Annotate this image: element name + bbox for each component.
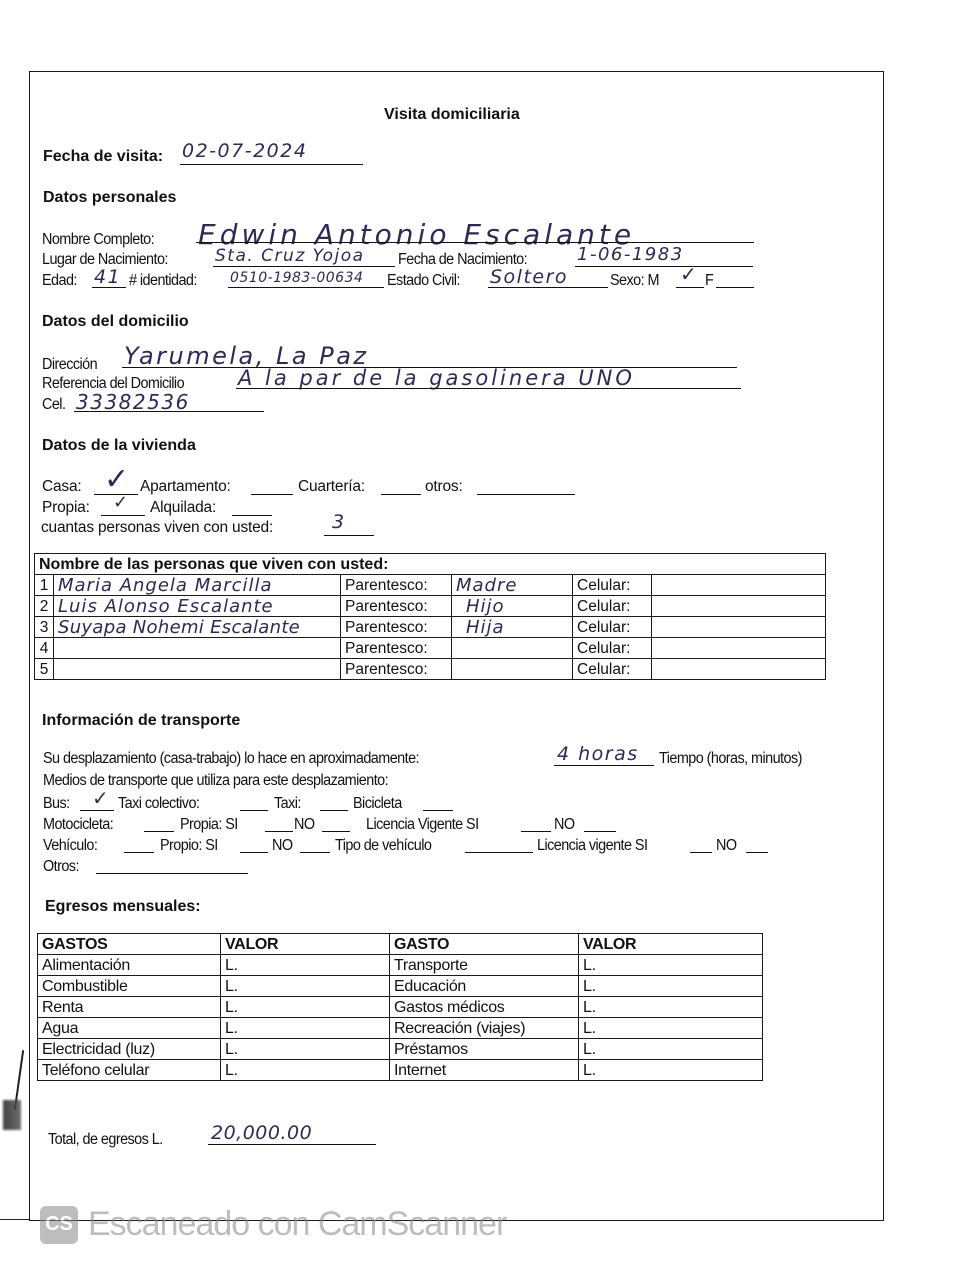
- expenses-table: [37, 933, 763, 1081]
- member-name[interactable]: Suyapa Nohemi Escalante: [54, 617, 341, 638]
- taxi-colectivo-label: Taxi colectivo:: [118, 795, 200, 812]
- vehiculo-licencia-no-line[interactable]: [746, 852, 768, 853]
- expense-value[interactable]: L.: [579, 1060, 763, 1081]
- row-number: 1: [35, 575, 54, 596]
- expense-name: Teléfono celular: [38, 1060, 221, 1081]
- household-members-table: [34, 553, 826, 680]
- birthplace-line: [213, 266, 395, 267]
- visit-date-line: [180, 164, 363, 165]
- moto-line[interactable]: [144, 831, 174, 832]
- casa-label: Casa:: [42, 478, 82, 495]
- celular-label: Celular:: [573, 575, 652, 596]
- transport-otros-line[interactable]: [96, 873, 248, 874]
- scan-edge-line: [0, 1219, 30, 1220]
- camscanner-logo-icon: CS: [40, 1206, 78, 1244]
- expense-value[interactable]: L.: [579, 1039, 763, 1060]
- vehiculo-licencia-label: Licencia vigente SI: [537, 837, 648, 854]
- address-value[interactable]: Yarumela, La Paz: [124, 342, 369, 370]
- age-value[interactable]: 41: [94, 266, 122, 288]
- id-label: # identidad:: [129, 272, 197, 289]
- section-housing: Datos de la vivienda: [42, 437, 196, 454]
- table-row: [38, 1018, 763, 1039]
- moto-licencia-label: Licencia Vigente SI: [366, 816, 479, 833]
- reference-value[interactable]: A la par de la gasolinera UNO: [238, 366, 635, 390]
- address-label: Dirección: [42, 356, 98, 373]
- sex-f-line[interactable]: [716, 287, 754, 288]
- expense-name: Renta: [38, 997, 221, 1018]
- commute-value[interactable]: 4 horas: [557, 743, 639, 765]
- cuarteria-line[interactable]: [381, 494, 421, 495]
- expense-value[interactable]: L.: [221, 997, 390, 1018]
- expense-name: Electricidad (luz): [38, 1039, 221, 1060]
- total-expenses-label: Total, de egresos L.: [48, 1131, 163, 1148]
- taxi-colectivo-line[interactable]: [240, 810, 268, 811]
- persons-value[interactable]: 3: [332, 511, 346, 533]
- member-phone[interactable]: [652, 617, 826, 638]
- commute-label: Su desplazamiento (casa-trabajo) lo hace en aproximadamente:: [43, 750, 419, 767]
- bus-check-icon: ✓: [92, 786, 109, 810]
- vehiculo-licencia-no-label: NO: [716, 837, 737, 854]
- cuarteria-label: Cuartería:: [298, 478, 365, 495]
- table-row: [35, 575, 826, 596]
- total-expenses-line: [208, 1144, 376, 1145]
- moto-propia-no-label: NO: [294, 816, 315, 833]
- apartamento-line[interactable]: [251, 494, 293, 495]
- expense-value[interactable]: L.: [221, 1018, 390, 1039]
- expense-value[interactable]: L.: [221, 1060, 390, 1081]
- row-number: 3: [35, 617, 54, 638]
- bicicleta-label: Bicicleta: [353, 795, 402, 812]
- parentesco-label: Parentesco:: [341, 659, 452, 680]
- transport-otros-label: Otros:: [43, 858, 79, 875]
- casa-check-icon: ✓: [104, 462, 130, 497]
- cel-value[interactable]: 33382536: [76, 390, 190, 414]
- table-row: [35, 659, 826, 680]
- celular-label: Celular:: [573, 596, 652, 617]
- col-valor-header: VALOR: [221, 934, 390, 955]
- bus-line[interactable]: [80, 810, 114, 811]
- birthplace-value[interactable]: Sta. Cruz Yojoa: [215, 246, 365, 266]
- parentesco-label: Parentesco:: [341, 575, 452, 596]
- sex-male-check-icon[interactable]: ✓: [680, 262, 697, 286]
- means-label: Medios de transporte que utiliza para este desplazamiento:: [43, 772, 389, 789]
- vehiculo-line[interactable]: [124, 852, 154, 853]
- birthdate-label: Fecha de Nacimiento:: [398, 251, 528, 268]
- col-gasto-header: GASTO: [390, 934, 579, 955]
- bicicleta-line[interactable]: [423, 810, 453, 811]
- propia-label: Propia:: [42, 499, 90, 516]
- form-title: Visita domiciliaria: [384, 106, 520, 123]
- full-name-line: [196, 242, 754, 243]
- full-name-label: Nombre Completo:: [42, 231, 155, 248]
- parentesco-label: Parentesco:: [341, 596, 452, 617]
- vehiculo-propio-no-label: NO: [272, 837, 293, 854]
- age-line: [92, 287, 126, 288]
- table-row: [38, 997, 763, 1018]
- vehiculo-propio-no-line[interactable]: [300, 852, 330, 853]
- col-valor2-header: VALOR: [579, 934, 763, 955]
- expense-name: Educación: [390, 976, 579, 997]
- sex-f-label: F: [705, 272, 714, 289]
- expense-value[interactable]: L.: [221, 955, 390, 976]
- parentesco-label: Parentesco:: [341, 617, 452, 638]
- moto-propia-si-label: Propia: SI: [180, 816, 238, 833]
- col-gastos-header: GASTOS: [38, 934, 221, 955]
- vehiculo-propio-si-label: Propio: SI: [160, 837, 218, 854]
- member-relation[interactable]: Madre: [452, 575, 573, 596]
- commute-line: [554, 765, 654, 766]
- row-number: 2: [35, 596, 54, 617]
- margin-ink-mark: [3, 1100, 21, 1130]
- expense-value[interactable]: L.: [579, 997, 763, 1018]
- section-address: Datos del domicilio: [42, 313, 189, 330]
- row-number: 4: [35, 638, 54, 659]
- expense-name: Internet: [390, 1060, 579, 1081]
- moto-propia-si-line[interactable]: [265, 831, 293, 832]
- member-relation[interactable]: Hijo: [452, 596, 573, 617]
- alquilada-label: Alquilada:: [150, 499, 217, 516]
- tipo-vehiculo-label: Tipo de vehículo: [335, 837, 432, 854]
- vehiculo-propio-si-line[interactable]: [240, 852, 268, 853]
- expense-name: Préstamos: [390, 1039, 579, 1060]
- expense-value[interactable]: L.: [221, 976, 390, 997]
- tipo-vehiculo-line[interactable]: [465, 852, 533, 853]
- housing-otros-line[interactable]: [477, 494, 575, 495]
- full-name-value[interactable]: Edwin Antonio Escalante: [198, 218, 636, 251]
- sex-m-line: [676, 287, 704, 288]
- row-number: 5: [35, 659, 54, 680]
- apartamento-label: Apartamento:: [140, 478, 231, 495]
- vehiculo-label: Vehículo:: [43, 837, 98, 854]
- persons-label: cuantas personas viven con usted:: [41, 519, 274, 536]
- propia-check-icon: ✓: [113, 492, 129, 513]
- member-name[interactable]: [54, 659, 341, 680]
- expense-value[interactable]: L.: [579, 955, 763, 976]
- expense-name: Gastos médicos: [390, 997, 579, 1018]
- expense-name: Agua: [38, 1018, 221, 1039]
- birthplace-label: Lugar de Nacimiento:: [42, 251, 168, 268]
- section-transport: Información de transporte: [42, 712, 241, 729]
- id-value[interactable]: 0510-1983-00634: [230, 270, 364, 286]
- table-row: [38, 955, 763, 976]
- expense-value[interactable]: L.: [579, 1018, 763, 1039]
- expense-value[interactable]: L.: [579, 976, 763, 997]
- expense-name: Transporte: [390, 955, 579, 976]
- celular-label: Celular:: [573, 617, 652, 638]
- reference-label: Referencia del Domicilio: [42, 375, 185, 392]
- moto-licencia-no-label: NO: [554, 816, 575, 833]
- taxi-label: Taxi:: [274, 795, 301, 812]
- reference-line: [236, 388, 741, 389]
- member-relation[interactable]: [452, 659, 573, 680]
- expense-name: Combustible: [38, 976, 221, 997]
- member-name[interactable]: Luis Alonso Escalante: [54, 596, 341, 617]
- id-line: [228, 287, 384, 288]
- member-phone[interactable]: [652, 596, 826, 617]
- sex-label: Sexo: M: [610, 272, 659, 289]
- age-label: Edad:: [42, 272, 77, 289]
- member-phone[interactable]: [652, 575, 826, 596]
- moto-label: Motocicleta:: [43, 816, 114, 833]
- expense-name: Alimentación: [38, 955, 221, 976]
- table-row: [38, 1060, 763, 1081]
- table-row: [38, 976, 763, 997]
- section-personal: Datos personales: [43, 189, 177, 206]
- expense-name: Recreación (viajes): [390, 1018, 579, 1039]
- civil-status-value[interactable]: Soltero: [490, 266, 569, 288]
- cel-label: Cel.: [42, 396, 66, 413]
- birthdate-value[interactable]: 1-06-1983: [577, 244, 684, 265]
- housing-otros-label: otros:: [425, 478, 463, 495]
- celular-label: Celular:: [573, 659, 652, 680]
- alquilada-line[interactable]: [232, 515, 272, 516]
- cel-line: [74, 411, 264, 412]
- civil-status-line: [488, 287, 608, 288]
- member-relation[interactable]: [452, 638, 573, 659]
- parentesco-label: Parentesco:: [341, 638, 452, 659]
- member-relation[interactable]: Hija: [452, 617, 573, 638]
- moto-propia-no-line[interactable]: [322, 831, 350, 832]
- table-row: [35, 638, 826, 659]
- civil-status-label: Estado Civil:: [387, 272, 460, 289]
- watermark-text: Escaneado con CamScanner: [88, 1205, 507, 1243]
- table-row: [35, 596, 826, 617]
- table-row: [35, 617, 826, 638]
- bus-label: Bus:: [43, 795, 70, 812]
- celular-label: Celular:: [573, 638, 652, 659]
- moto-licencia-no-line[interactable]: [584, 831, 616, 832]
- household-table-header: Nombre de las personas que viven con usted:: [35, 554, 826, 575]
- visit-date-value[interactable]: 02-07-2024: [182, 140, 308, 162]
- taxi-line[interactable]: [320, 810, 348, 811]
- commute-suffix: Tiempo (horas, minutos): [659, 750, 802, 767]
- table-row: [38, 1039, 763, 1060]
- member-phone[interactable]: [652, 659, 826, 680]
- persons-line: [324, 535, 374, 536]
- propia-line[interactable]: [101, 515, 145, 516]
- birthdate-line: [575, 266, 753, 267]
- visit-date-label: Fecha de visita:: [43, 148, 164, 165]
- vehiculo-licencia-si-line[interactable]: [690, 852, 712, 853]
- total-expenses-value[interactable]: 20,000.00: [211, 1122, 313, 1144]
- member-name[interactable]: [54, 638, 341, 659]
- member-phone[interactable]: [652, 638, 826, 659]
- member-name[interactable]: Maria Angela Marcilla: [54, 575, 341, 596]
- camscanner-watermark: [40, 1205, 506, 1244]
- section-expenses: Egresos mensuales:: [45, 898, 201, 915]
- expense-value[interactable]: L.: [221, 1039, 390, 1060]
- moto-licencia-si-line[interactable]: [521, 831, 551, 832]
